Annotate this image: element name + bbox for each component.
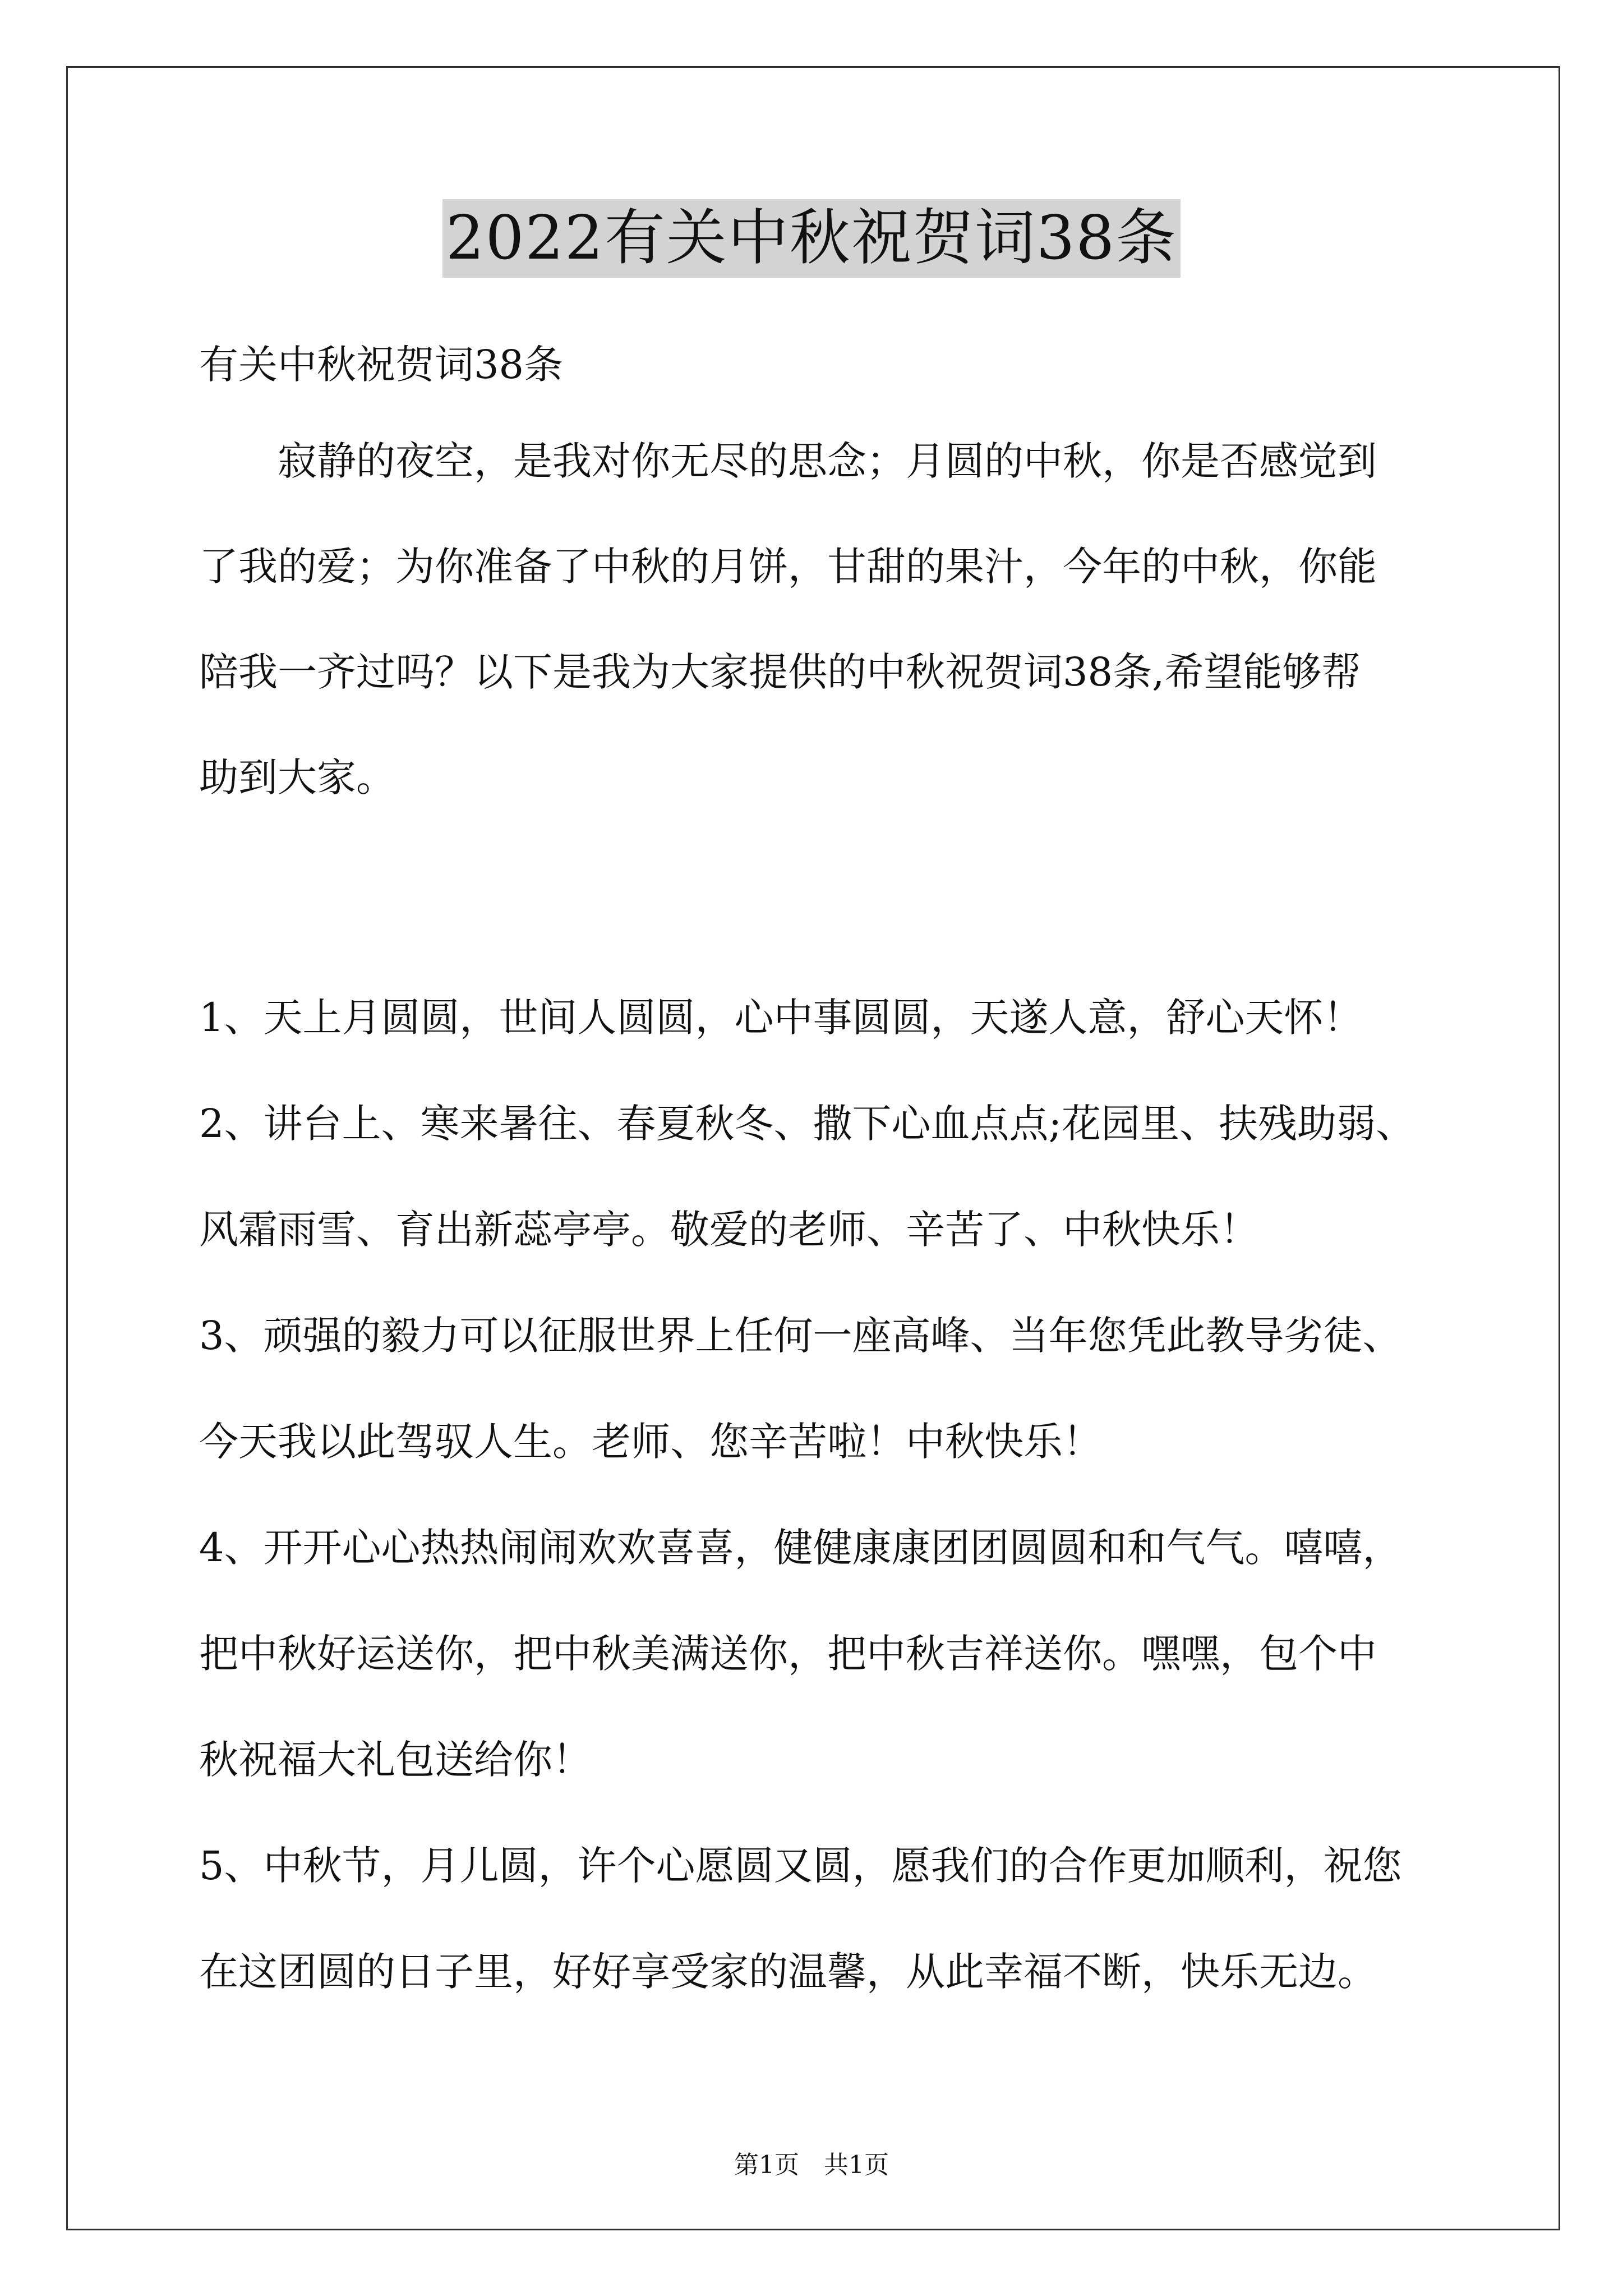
- item-line: 风霜雨雪、育出新蕊亭亭。敬爱的老师、辛苦了、中秋快乐！: [199, 1207, 1259, 1253]
- intro-line: 寂静的夜空，是我对你无尽的思念；月圆的中秋，你是否感觉到: [278, 438, 1377, 484]
- document-title: 2022有关中秋祝贺词38条: [442, 199, 1181, 278]
- title-container: [0, 199, 1623, 278]
- intro-line: 助到大家。: [199, 754, 395, 800]
- item-line: 把中秋好运送你，把中秋美满送你，把中秋吉祥送你。嘿嘿，包个中: [199, 1631, 1377, 1677]
- paragraph-gap: [199, 855, 1495, 990]
- item-line: 在这团圆的日子里，好好享受家的温馨，从此幸福不断，快乐无边。: [199, 1949, 1377, 1995]
- document-subtitle: 有关中秋祝贺词38条: [199, 342, 564, 388]
- item-line: 5、中秋节，月儿圆，许个心愿圆又圆，愿我们的合作更加顺利，祝您: [199, 1843, 1402, 1889]
- item-line: 秋祝福大礼包送给你！: [199, 1737, 592, 1783]
- item-line: 2、讲台上、寒来暑往、春夏秋冬、撒下心血点点;花园里、扶残助弱、: [199, 1101, 1415, 1147]
- page-number: 第1页 共1页: [734, 2151, 889, 2179]
- intro-line: 了我的爱；为你准备了中秋的月饼，甘甜的果汁，今年的中秋，你能: [199, 544, 1377, 590]
- item-line: 今天我以此驾驭人生。老师、您辛苦啦！中秋快乐！: [199, 1419, 1102, 1465]
- document-body: [199, 337, 1495, 2050]
- item-line: 4、开开心心热热闹闹欢欢喜喜，健健康康团团圆圆和和气气。嘻嘻，: [199, 1525, 1402, 1571]
- item-line: 1、天上月圆圆，世间人圆圆，心中事圆圆，天遂人意，舒心天怀！: [199, 995, 1363, 1041]
- intro-line: 陪我一齐过吗？以下是我为大家提供的中秋祝贺词38条,希望能够帮: [199, 649, 1361, 695]
- item-line: 3、顽强的毅力可以征服世界上任何一座高峰、当年您凭此教导劣徒、: [199, 1313, 1402, 1359]
